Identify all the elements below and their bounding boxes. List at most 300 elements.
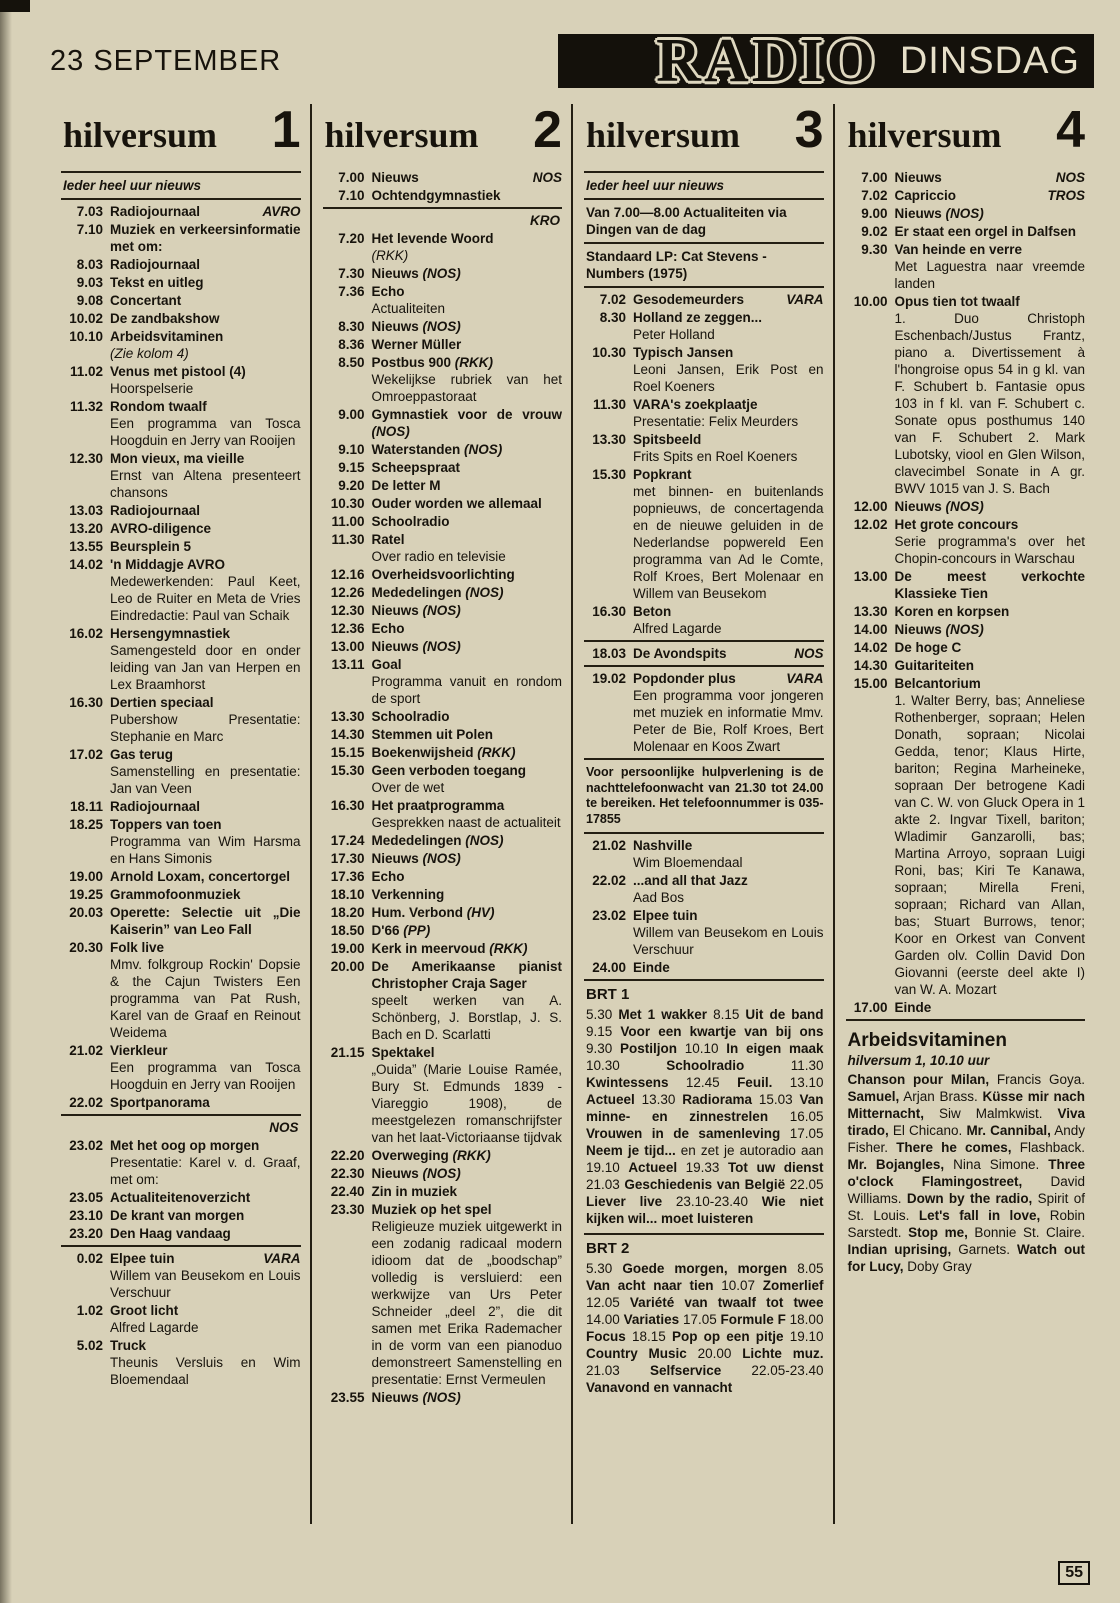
program-time: 18.25 [69,817,103,832]
program-time: 18.20 [330,905,365,920]
program-time: 12.30 [330,603,365,618]
program-time: 7.00 [861,170,888,185]
broadcaster-tagline: KRO [530,213,560,228]
program-item [323,230,563,264]
program-description: Willem van Beusekom en Louis Verschuur [110,1268,301,1300]
program-time: 13.55 [69,539,103,554]
program-time: 20.30 [69,940,103,955]
program-time: 13.20 [69,521,103,536]
program-title: Ratel [371,532,405,547]
paragraph: Chanson pour Milan, Francis Goya. Samuel, Arjan Brass. Küsse mir nach Mitternacht, Siw Malmkwist. Viva tirado, El Chicano. Mr. Cannibal, Andy Fisher. There he comes, Flashback. Mr. Bojangles, Nina Simone. Three o'clock Flamingostreet, David Williams. Down by the radio, Spirit of St. Louis. Let's fall in love, Robin Sarstedt. Stop me, Bonnie St. Claire. Indian uprising, Garnets. Watch out for Lucy, Doby Gray [847,1072,1086,1274]
program-description: Alfred Lagarde [110,1320,199,1335]
program-list [323,169,563,1406]
program-title: De hoge C [894,640,962,655]
program-body [110,1094,301,1111]
program-body [895,657,1086,674]
program-time: 7.10 [76,222,103,237]
program-time: 13.03 [69,503,103,518]
program-time: 7.02 [599,292,626,307]
program-title: Nashville [633,838,693,853]
note: Van 7.00—8.00 Actualiteiten via Dingen van de dag [586,205,787,237]
program-title: ...and all that Jazz [633,873,748,888]
program-time: 16.30 [330,798,365,813]
program-title: Nieuws (NOS) [894,622,984,637]
program-time: 17.00 [853,1000,888,1015]
program-item [61,538,301,555]
program-body [372,406,563,440]
program-item [61,1137,301,1188]
program-body [895,169,1086,186]
program-item [846,675,1086,998]
program-time: 21.02 [592,838,626,853]
program-description: Religieuze muziek uitgewerkt in een zodanig radicaal modern idioom dat de „boodschap” volledig is versluierd: een werkwijze van Urs Peter Schneider „deel 2”, die dit samen met Erika Rademacher in de vorm van een pianoduo demonstreert Samenstelling en presentatie: Ernst Vermeulen [371,1219,562,1387]
program-time: 20.03 [69,905,103,920]
note: Ieder heel uur nieuws [586,178,725,193]
program-body [372,187,563,204]
station-number: 4 [1056,104,1083,159]
program-time: 10.30 [592,345,626,360]
program-body [372,1201,563,1388]
program-time: 16.30 [69,695,103,710]
program-time: 7.36 [338,284,365,299]
program-body [895,568,1086,602]
program-title: NOS De Avondspits [633,646,824,661]
program-title: De meest verkochte Klassieke Tien [894,569,1085,601]
program-time: 14.00 [853,622,888,637]
program-item [846,498,1086,515]
program-title: Overweging (RKK) [371,1148,491,1163]
program-item [323,513,563,530]
program-item [61,1042,301,1093]
program-body [372,638,563,655]
program-body [372,477,563,494]
program-body [895,675,1086,998]
program-body [110,292,301,309]
program-body [633,837,824,871]
program-title: Tekst en uitleg [110,275,204,290]
program-body [895,639,1086,656]
program-description: 1. Duo Christoph Eschenbach/Justus Frantz, piano a. Divertissement à l'hongroise opus 54 in g kl. van F. Schubert b. Fantasie opus 103 in f kl. van F. Schubert c. Sonate opus posthumus 140 van F. Schubert 2. Mark Lubotsky, viool en Glen Wilson, clavecimbel Sonate in A gr. BWV 1015 van J. S. Bach [894,311,1085,496]
program-item [846,169,1086,186]
program-item [61,1337,301,1388]
program-item [846,293,1086,497]
program-time: 13.11 [331,657,365,672]
program-item [846,568,1086,602]
program-description: Ernst van Altena presenteert chansons [110,468,301,500]
divider [584,286,824,288]
program-body [110,450,301,501]
program-body [372,922,563,939]
program-title: Operette: Selectie uit „Die Kaiserin” van Leo Fall [110,905,301,937]
column-header [846,104,1086,168]
program-time: 10.02 [69,311,103,326]
program-description: Actualiteiten [371,301,446,316]
program-item [584,645,824,662]
program-time: 17.24 [330,833,365,848]
program-title: Nieuws (NOS) [371,639,461,654]
program-title: 'n Middagje AVRO [110,557,225,572]
program-body [372,265,563,282]
station-name: hilversum [847,115,1002,155]
divider [61,1114,301,1116]
program-title: Radiojournaal [110,799,201,814]
program-item [846,223,1086,240]
program-body [110,256,301,273]
program-description: Samenstelling en presentatie: Jan van Veen [110,764,301,796]
program-time: 14.30 [330,727,365,742]
divider [584,1233,824,1235]
program-title: Opus tien tot twaalf [894,294,1020,309]
program-item [61,1302,301,1336]
station-name: hilversum [586,115,741,155]
program-time: 18.03 [592,646,626,661]
program-list [846,169,1086,1278]
program-item [323,459,563,476]
program-time: 9.15 [338,460,365,475]
divider [61,198,301,200]
program-list [61,171,301,1388]
program-body [372,832,563,849]
program-body [633,466,824,602]
program-description: Een programma van Tosca Hoogduin en Jerry van Rooijen [110,1060,301,1092]
program-description: (Zie kolom 4) [110,346,189,361]
program-body [110,538,301,555]
program-title: AVRO Radiojournaal [110,204,301,219]
program-item [323,832,563,849]
program-body [372,354,563,405]
program-item [61,625,301,693]
program-body [895,293,1086,497]
program-time: 15.30 [330,763,365,778]
divider [584,242,824,244]
program-title: Spitsbeeld [633,432,702,447]
page-number: 55 [1058,1561,1090,1585]
program-item [584,959,824,976]
broadcaster-tag: NOS [532,170,562,185]
section-header: BRT 1 [586,986,630,1003]
program-body [110,1302,301,1336]
program-title: Nieuws (NOS) [894,206,984,221]
program-title: NOS Nieuws [894,170,1085,185]
program-title: Grammofoonmuziek [110,887,241,902]
program-item [61,1189,301,1206]
program-title: Folk live [110,940,165,955]
program-title: Kerk in meervoud (RKK) [371,941,528,956]
program-item [61,694,301,745]
program-item [323,638,563,655]
program-time: 11.00 [331,514,365,529]
program-time: 13.30 [592,432,626,447]
program-time: 16.02 [69,626,103,641]
paragraph: 5.30 Goede morgen, morgen 8.05 Van acht naar tien 10.07 Zomerlief 12.05 Variété van twaalf tot twee 14.00 Variaties 17.05 Formule F 18.00 Focus 18.15 Pop op een pitje 19.10 Country Music 20.00 Lichte muz. 21.03 Selfservice 22.05-23.40 Vanavond en vannacht [586,1261,824,1395]
program-time: 24.00 [592,960,626,975]
program-title: Echo [371,284,405,299]
program-description: Wim Bloemendaal [633,855,743,870]
program-body [372,318,563,335]
program-body [110,816,301,867]
program-body [110,328,301,362]
program-item [61,398,301,449]
program-body [372,602,563,619]
program-body [110,1225,301,1242]
program-item [61,502,301,519]
program-body [110,398,301,449]
divider [584,979,824,981]
program-title: Holland ze zeggen... [633,310,763,325]
program-description: Met Laguestra naar vreemde landen [894,259,1085,291]
program-item [323,708,563,725]
program-description: Peter Holland [633,327,715,342]
program-description: met binnen- en buitenlands popnieuws, de concertagenda en de nieuwe geluiden in de Nederlandse popwereld Een programma van Ad le Comte, Rolf Kroes, Bert Molenaar en Willem van Beusekom [633,484,824,601]
program-item [846,187,1086,204]
program-item [61,1094,301,1111]
program-item [323,441,563,458]
program-item [323,1147,563,1164]
program-item [61,1250,301,1301]
program-description: Medewerkenden: Paul Keet, Leo de Ruiter en Meta de Vries Eindredactie: Paul van Schaik [110,574,301,623]
program-time: 18.11 [69,799,103,814]
program-time: 17.02 [69,747,103,762]
program-time: 8.50 [338,355,365,370]
program-title: VARA Elpee tuin [110,1251,301,1266]
program-time: 22.40 [330,1184,365,1199]
program-item [61,256,301,273]
program-item [61,868,301,885]
program-time: 22.02 [592,873,626,888]
program-time: 23.30 [330,1202,365,1217]
program-title: Nieuws (NOS) [371,851,461,866]
program-title: Gymnastiek voor de vrouw (NOS) [371,407,562,439]
program-time: 22.02 [69,1095,103,1110]
program-title: Popkrant [633,467,692,482]
program-item [61,816,301,867]
program-item [323,762,563,796]
program-item [584,309,824,343]
program-title: Beursplein 5 [110,539,192,554]
broadcaster-tagline: NOS [269,1120,299,1135]
program-title: Van heinde en verre [894,242,1023,257]
program-item [323,904,563,921]
broadcaster-tag: NOS [794,646,824,661]
broadcaster-tag: NOS [1055,170,1085,185]
program-body [372,904,563,921]
program-item [846,205,1086,222]
program-body [372,513,563,530]
program-item [323,886,563,903]
broadcaster-tag: VARA [786,292,824,307]
program-list [584,171,824,1399]
program-description: Programma van Wim Harsma en Hans Simonis [110,834,301,866]
program-title: Radiojournaal [110,503,201,518]
program-item [61,1225,301,1242]
divider [846,1019,1086,1021]
program-item [323,1201,563,1388]
program-time: 9.00 [338,407,365,422]
program-time: 9.10 [338,442,365,457]
program-item [323,283,563,317]
program-title: Mededelingen (NOS) [371,585,504,600]
program-body [110,1137,301,1188]
program-title: VARA's zoekplaatje [633,397,758,412]
program-item [323,940,563,957]
program-item [584,907,824,958]
program-time: 13.30 [853,604,888,619]
program-body [372,797,563,831]
program-title: Nieuws (NOS) [894,499,984,514]
program-time: 22.20 [330,1148,365,1163]
program-item [584,603,824,637]
program-title: Boekenwijsheid (RKK) [371,745,516,760]
program-title: VARA Popdonder plus [633,671,824,686]
program-item [846,241,1086,292]
program-title: De zandbakshow [110,311,220,326]
program-time: 15.30 [592,467,626,482]
program-time: 19.02 [592,671,626,686]
program-item [584,431,824,465]
print-corner-mark [0,0,30,12]
program-description: Over radio en televisie [371,549,506,564]
program-description: Een programma van Tosca Hoogduin en Jerry van Rooijen [110,416,301,448]
program-title: D'66 (PP) [371,923,431,938]
divider [584,665,824,667]
program-body [110,1250,301,1301]
program-description: Wekelijkse rubriek van het Omroeppastoraat [371,372,562,404]
program-description: Een programma voor jongeren met muziek en informatie Mmv. Peter de Bie, Rolf Kroes, Bert Molenaar en Koos Zwart [633,688,824,754]
program-item [323,187,563,204]
program-description: Samengesteld door en onder leiding van Jan van Herpen en Lex Braamhorst [110,643,301,692]
program-description: Gesprekken naast de actualiteit [371,815,561,830]
note: Standaard LP: Cat Stevens - Numbers (1975) [586,249,767,281]
program-body [372,566,563,583]
program-item [323,477,563,494]
program-title: Truck [110,1338,147,1353]
program-time: 18.50 [330,923,365,938]
program-time: 14.02 [69,557,103,572]
program-item [323,495,563,512]
program-item [323,850,563,867]
program-body [895,621,1086,638]
program-time: 7.30 [338,266,365,281]
program-body [110,939,301,1041]
program-item [323,566,563,583]
program-body [372,1165,563,1182]
program-time: 8.03 [76,257,103,272]
program-time: 23.05 [69,1190,103,1205]
program-body [372,620,563,637]
program-title: NOS Nieuws [371,170,562,185]
program-time: 23.02 [592,908,626,923]
program-body [372,441,563,458]
program-time: 0.02 [76,1251,103,1266]
program-body [372,726,563,743]
program-item [61,274,301,291]
program-title: VARA Gesodemeurders [633,292,824,307]
program-description: Pubershow Presentatie: Stephanie en Marc [110,712,301,744]
program-title: Werner Müller [371,337,462,352]
program-title: Overheidsvoorlichting [371,567,515,582]
program-description: Presentatie: Karel v. d. Graaf, met om: [110,1155,301,1187]
program-title: Radiojournaal [110,257,201,272]
program-time: 9.00 [861,206,888,221]
program-title: Spektakel [371,1045,435,1060]
program-body [895,999,1086,1016]
program-title: Stemmen uit Polen [371,727,494,742]
program-item [584,670,824,755]
column-hilversum-2 [310,104,572,1524]
program-item [323,531,563,565]
program-item [584,872,824,906]
radio-logo: RADIO [656,27,878,95]
program-title: De krant van morgen [110,1208,245,1223]
program-time: 21.15 [330,1045,365,1060]
program-body [110,502,301,519]
program-body [633,603,824,637]
program-time: 17.30 [330,851,365,866]
program-title: Het levende Woord [371,231,494,246]
program-body [633,872,824,906]
program-item [323,406,563,440]
program-body [372,336,563,353]
program-item [61,520,301,537]
program-time: 10.10 [69,329,103,344]
program-title: Gas terug [110,747,174,762]
program-time: 17.36 [330,869,365,884]
program-title: Nieuws (NOS) [371,603,461,618]
program-item [846,516,1086,567]
broadcaster-tag: VARA [263,1251,301,1266]
program-body [110,625,301,693]
divider [584,171,824,173]
program-title: De letter M [371,478,441,493]
program-body [110,868,301,885]
program-title: Venus met pistool (4) [110,364,246,379]
station-number: 2 [533,104,560,159]
program-title: Er staat een orgel in Dalfsen [894,224,1077,239]
program-body [372,230,563,264]
program-item [61,939,301,1041]
program-time: 11.32 [69,399,103,414]
program-description: Hoorspelserie [110,381,194,396]
program-title: Ouder worden we allemaal [371,496,542,511]
program-title: Mededelingen (NOS) [371,833,504,848]
program-time: 19.25 [69,887,103,902]
program-body [633,291,824,308]
section-header: Arbeidsvitaminen [847,1030,1007,1051]
program-body [372,584,563,601]
program-time: 23.02 [69,1138,103,1153]
program-time: 23.20 [69,1226,103,1241]
program-body [372,744,563,761]
divider [584,832,824,834]
program-description: Mmv. folkgroup Rockin' Dopsie & the Cajun Twisters Een programma van Pat Rush, Karel van de Graaf en Reinout Weidema [110,957,301,1040]
divider [323,207,563,209]
program-item [61,556,301,624]
note: Ieder heel uur nieuws [63,178,202,193]
program-time: 5.02 [76,1338,103,1353]
program-body [110,221,301,255]
program-body [372,762,563,796]
program-item [846,621,1086,638]
program-time: 9.20 [338,478,365,493]
column-hilversum-1 [50,104,310,1524]
station-name: hilversum [324,115,479,155]
program-time: 23.55 [330,1390,365,1405]
program-title: Den Haag vandaag [110,1226,231,1241]
program-time: 23.10 [69,1208,103,1223]
program-body [110,798,301,815]
program-body [110,694,301,745]
program-item [61,746,301,797]
